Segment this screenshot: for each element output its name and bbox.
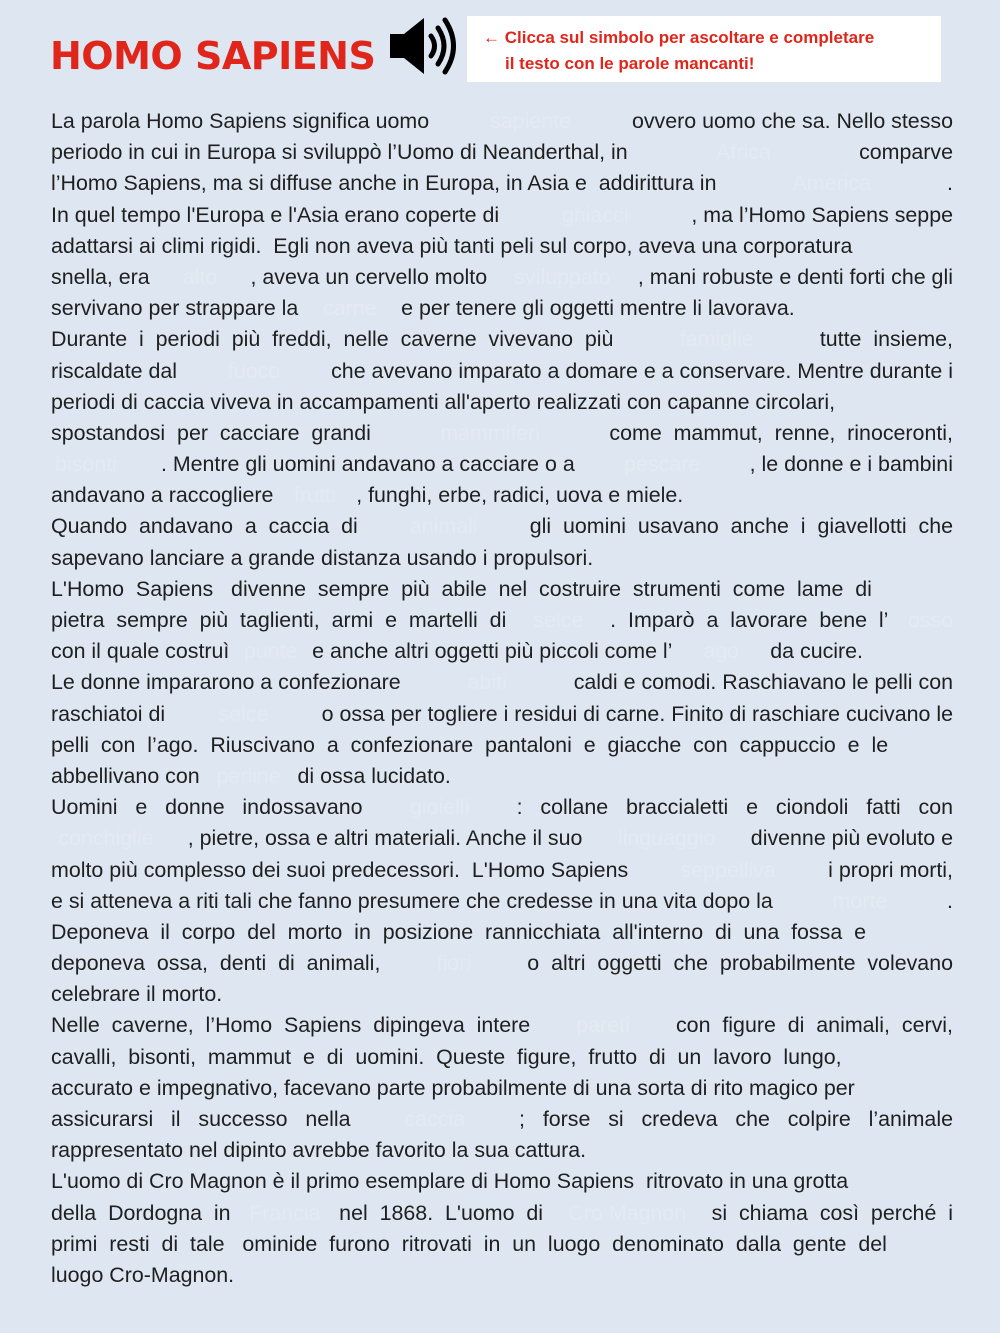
text-segment: accurato e impegnativo, facevano parte probabilmente di una sorta di rito magico per (51, 1075, 855, 1100)
text-segment: caldi e comodi. Raschiavano le pelli con (573, 670, 953, 695)
text-segment: Deponeva il corpo del morto in posizione rannicchiata all'interno di una fossa e (51, 919, 867, 944)
text-segment: raschiatoi di (51, 701, 166, 726)
blank-word-field[interactable]: conchiglie (58, 826, 154, 851)
instruction-line-2: il testo con le parole mancanti! (505, 54, 755, 73)
blank-word-field[interactable]: America (792, 171, 871, 196)
text-segment: Uomini e donne indossavano (51, 795, 363, 820)
text-segment: molto più complesso dei suoi predecessori. L'Homo Sapiens (51, 857, 629, 882)
text-segment: Nelle caverne, l’Homo Sapiens dipingeva intere (51, 1013, 531, 1038)
text-line (51, 543, 953, 574)
text-line (51, 1229, 953, 1260)
blank-word-field[interactable]: abiti (467, 670, 507, 695)
blank-word-field[interactable]: animali (409, 514, 478, 539)
text-segment: ; forse si credeva che colpire l’animale (519, 1107, 953, 1131)
text-segment: servivano per strappare la (51, 296, 299, 321)
page-title: HOMO SAPIENS (50, 34, 376, 78)
text-segment: L'Homo Sapiens divenne sempre più abile nel costruire strumenti come lame di (51, 576, 872, 601)
cloze-text (51, 106, 953, 1291)
text-segment: assicurarsi il successo nella (51, 1107, 351, 1131)
text-segment: e anche altri oggetti più piccoli come l’ (312, 639, 673, 664)
text-segment: periodo in cui in Europa si sviluppò l’Uomo di Neanderthal, in (51, 140, 628, 165)
blank-word-field[interactable]: alto (182, 264, 218, 289)
blank-word-field[interactable]: perline (216, 763, 281, 788)
text-line (51, 855, 953, 886)
blank-word-field[interactable]: pescare (624, 452, 701, 477)
text-segment: luogo Cro-Magnon. (51, 1262, 235, 1287)
text-segment: deponeva ossa, denti di animali, (51, 951, 381, 976)
text-line (51, 511, 953, 542)
text-line (51, 823, 953, 854)
text-segment: , pietre, ossa e altri materiali. Anche il suo (187, 826, 583, 851)
blank-word-field[interactable]: punte (244, 639, 298, 664)
text-segment: In quel tempo l'Europa e l'Asia erano coperte di (51, 202, 500, 227)
text-line (51, 574, 953, 605)
text-segment: come mammut, renne, rinoceronti, (609, 420, 953, 445)
text-line (51, 324, 953, 355)
text-segment: . Imparò a lavorare bene l’ (610, 608, 889, 632)
text-line (51, 792, 953, 823)
text-line (51, 480, 953, 511)
text-segment: , ma l’Homo Sapiens seppe (691, 202, 953, 227)
text-line (51, 387, 953, 418)
text-segment: periodi di caccia viveva in accampamenti all'aperto realizzati con capanne circolari, (51, 389, 836, 414)
text-line (51, 730, 953, 761)
text-segment: , le donne e i bambini (749, 452, 953, 477)
text-segment: comparve (859, 140, 953, 165)
blank-word-field[interactable]: carne (322, 296, 377, 321)
text-line (51, 1198, 953, 1229)
blank-word-field[interactable]: gioielli (409, 795, 470, 820)
blank-word-field[interactable]: sapiente (490, 109, 571, 133)
instruction-line-1: ← Clicca sul simbolo per ascoltare e completare (483, 28, 875, 47)
text-segment: tutte insieme, (819, 327, 953, 352)
text-segment: e si atteneva a riti tali che fanno presumere che credesse in una vita dopo la (51, 888, 773, 913)
text-segment: , aveva un cervello molto (250, 264, 488, 289)
text-segment: i propri morti, (828, 857, 953, 882)
text-line (51, 1073, 953, 1104)
blank-word-field[interactable]: ghiacci (561, 202, 629, 227)
text-segment: gli uomini usavano anche i giavellotti che (529, 514, 953, 539)
text-line (51, 1010, 953, 1041)
blank-word-field[interactable]: osso (907, 608, 953, 632)
text-segment: snella, era (51, 264, 150, 289)
text-line (51, 449, 953, 480)
text-segment: che avevano imparato a domare e a conservare. Mentre durante i (331, 358, 953, 383)
text-line (51, 293, 953, 324)
text-line (51, 699, 953, 730)
text-line (51, 886, 953, 917)
instruction-box (467, 16, 941, 82)
text-segment: pelli con l’ago. Riuscivano a confezionare pantaloni e giacche con cappuccio e le (51, 732, 889, 757)
text-line (51, 917, 953, 948)
text-segment: andavano a raccogliere (51, 483, 274, 508)
text-segment: La parola Homo Sapiens significa uomo (51, 109, 430, 133)
text-line (51, 1166, 953, 1197)
text-line (51, 667, 953, 698)
blank-word-field[interactable]: ago (703, 639, 740, 664)
text-line (51, 106, 953, 137)
text-segment: riscaldate dal (51, 358, 178, 383)
text-line (51, 979, 953, 1010)
text-line (51, 262, 953, 293)
text-line (51, 1104, 953, 1135)
blank-word-field[interactable]: Francia (249, 1200, 321, 1225)
text-segment: di ossa lucidato. (297, 763, 451, 788)
text-segment: cavalli, bisonti, mammut e di uomini. Queste figure, frutto di un lavoro lungo, (51, 1044, 842, 1069)
text-line (51, 636, 953, 667)
text-segment: o altri oggetti che probabilmente volevano (527, 951, 953, 976)
blank-word-field[interactable]: seppelliva (680, 857, 776, 882)
blank-word-field[interactable]: pareti (576, 1013, 630, 1038)
text-segment: . (947, 171, 953, 196)
text-segment: . Mentre gli uomini andavano a cacciare o a (160, 452, 575, 477)
text-segment: abbellivano con (51, 763, 200, 788)
text-line (51, 948, 953, 979)
text-segment: , mani robuste e denti forti che gli (637, 264, 953, 289)
text-line (51, 137, 953, 168)
text-segment: sapevano lanciare a grande distanza usando i propulsori. (51, 545, 594, 570)
text-segment: spostandosi per cacciare grandi (51, 420, 371, 445)
blank-word-field[interactable]: linguaggio (617, 826, 716, 851)
blank-word-field[interactable]: mammiferi (440, 420, 541, 445)
text-segment: da cucire. (770, 639, 864, 664)
text-line (51, 200, 953, 231)
text-segment: primi resti di tale ominide furono ritrovati in un luogo denominato dalla gente del (51, 1231, 887, 1256)
text-line (51, 1135, 953, 1166)
blank-word-field[interactable]: selce (533, 608, 584, 632)
blank-word-field[interactable]: frutti (293, 483, 336, 508)
blank-word-field[interactable]: bisonti (55, 452, 117, 477)
text-line (51, 761, 953, 792)
text-segment: si chiama così perché i (711, 1200, 953, 1225)
text-segment: e per tenere gli oggetti mentre li lavorava. (401, 296, 795, 321)
text-segment: L'uomo di Cro Magnon è il primo esemplare di Homo Sapiens ritrovato in una grotta (51, 1169, 849, 1194)
blank-word-field[interactable]: selce (218, 701, 269, 726)
blank-word-field[interactable]: famiglie (679, 327, 754, 352)
blank-word-field[interactable]: caccia (404, 1107, 466, 1131)
text-line (51, 168, 953, 199)
text-line (51, 356, 953, 387)
text-segment: Le donne impararono a confezionare (51, 670, 401, 695)
text-segment: rappresentato nel dipinto avrebbe favorito la sua cattura. (51, 1138, 587, 1163)
blank-word-field[interactable]: fiori (436, 951, 472, 976)
text-segment: divenne più evoluto e (750, 826, 953, 851)
blank-word-field[interactable]: sviluppato (514, 264, 611, 289)
text-segment: : collane braccialetti e ciondoli fatti con (516, 795, 953, 820)
text-segment: celebrare il morto. (51, 982, 223, 1007)
text-segment: . (947, 888, 953, 913)
text-segment: Quando andavano a caccia di (51, 514, 358, 539)
text-segment: con il quale costruì (51, 639, 230, 664)
text-segment: ovvero uomo che sa. Nello stesso (631, 109, 953, 133)
speaker-icon[interactable] (386, 12, 458, 80)
text-line (51, 1260, 953, 1291)
text-line (51, 1042, 953, 1073)
text-segment: o ossa per togliere i residui di carne. Finito di raschiare cucivano le (321, 701, 953, 726)
blank-word-field[interactable]: Cro Magnon (568, 1200, 687, 1225)
blank-word-field[interactable]: Africa (716, 140, 771, 165)
text-segment: adattarsi ai climi rigidi. Egli non aveva più tanti peli sul corpo, aveva una corporatura (51, 233, 853, 258)
text-segment: Durante i periodi più freddi, nelle caverne vivevano più (51, 327, 614, 352)
text-segment: , funghi, erbe, radici, uova e miele. (356, 483, 684, 508)
text-line (51, 418, 953, 449)
blank-word-field[interactable]: morte (832, 888, 888, 913)
text-segment: pietra sempre più taglienti, armi e martelli di (51, 608, 507, 632)
text-segment: nel 1868. L'uomo di (339, 1200, 544, 1225)
text-line (51, 605, 953, 636)
text-segment: della Dordogna in (51, 1200, 231, 1225)
blank-word-field[interactable]: fuoco (227, 358, 281, 383)
text-segment: con figure di animali, cervi, (675, 1013, 953, 1038)
text-segment: l’Homo Sapiens, ma si diffuse anche in Europa, in Asia e addirittura in (51, 171, 717, 196)
text-line (51, 231, 953, 262)
